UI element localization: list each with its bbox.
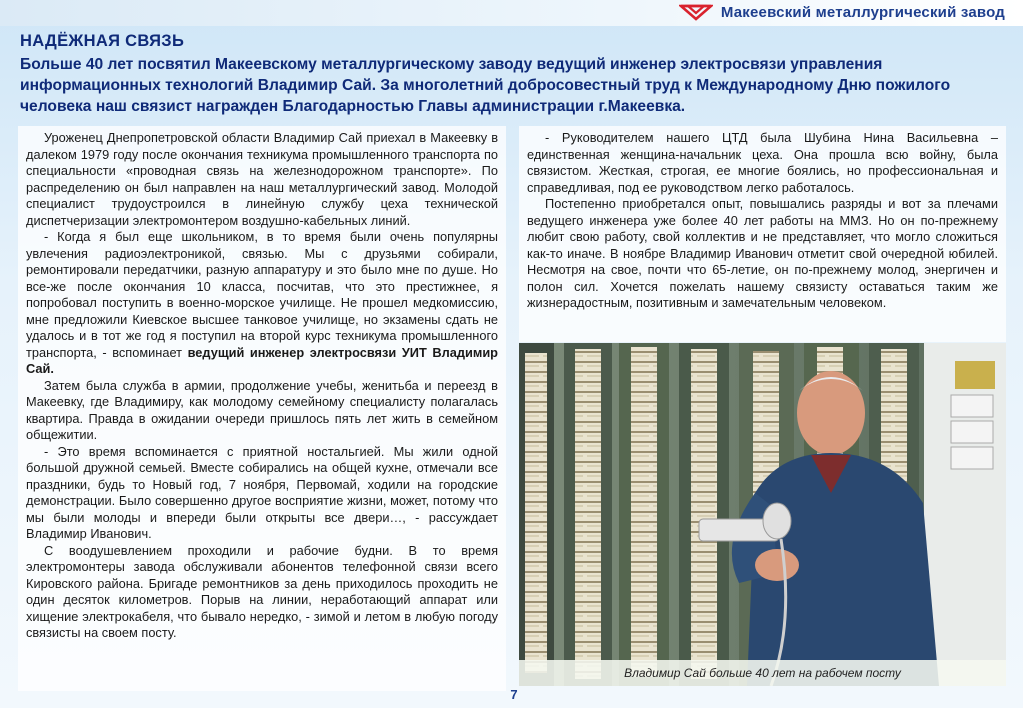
- brand: [679, 3, 1005, 21]
- paragraph: - Это время вспоминается с приятной ностальгией. Мы жили одной большой дружной семьей. Вместе собирались на общей кухне, отмечали все праздники, будь то Новый год, 7 ноября, Первомай, ходили на городские демонстрации. Было совершенно другое восприятие жизни, может, потому что мы были молоды и впереди были открыты все двери…, - рассуждает Владимир Иванович.: [26, 443, 498, 541]
- right-column: [519, 126, 1006, 342]
- company-logo-icon: [679, 3, 713, 21]
- page-number: 7: [510, 687, 518, 702]
- paragraph: [26, 229, 498, 378]
- article-lead: Больше 40 лет посвятил Макеевскому металлургическому заводу ведущий инженер электросвязи управления информационных технологий Владимир Сай. За многолетний добросовестный труд к Международному Дню пожилого человека наш связист награжден Благодарностью Главы администрации г.Макеевка.: [20, 56, 951, 115]
- brand-name: Макеевский металлургический завод: [720, 3, 1005, 21]
- paragraph: Затем была служба в армии, продолжение учебы, женитьба и переезд в Макеевку, где Владимиру, как молодому семейному специалисту полагалась квартира. Правда в ожидании очереди пришлось пять лет жить в семейном общежитии.: [26, 377, 498, 442]
- photo-caption: Владимир Сай больше 40 лет на рабочем посту: [624, 666, 901, 680]
- paragraph: Уроженец Днепропетровской области Владимир Сай приехал в Макеевку в далеком 1979 году после окончания техникума промышленного транспорта по специальности «проводная связь на железнодорожном транспорте». По распределению он был направлен на наш металлургический завод. Молодой специалист трудоустроился в линейную службу цеха технической диспетчеризации электромонтером воздушно-кабельных линий.: [26, 130, 498, 228]
- paragraph: С воодушевлением проходили и рабочие будни. В то время электромонтеры завода обслуживали абонентов телефонной связи всего Кировского района. Бригаде ремонтников за день приходилось проходить не один десяток километров. Порыв на линии, неработающий аппарат или хищение электрокабеля, что бывало нередко, - зимой и летом в любую погоду связисты на своем посту.: [26, 542, 498, 640]
- photo-illustration: [519, 343, 1006, 686]
- paragraph: Постепенно приобретался опыт, повышались разряды и вот за плечами ведущего инженера уже более 40 лет работы на ММЗ. Но он по-прежнему любит свою работу, свой коллектив и не представляет, что могло сложиться как-то иначе. В ноябре Владимир Иванович отметит свой очередной юбилей. Несмотря на свое, почти что 65-летие, он по-прежнему молод, энергичен и полон сил. Хочется пожелать нашему связисту оставаться таким же жизнерадостным, позитивным и замечательным человеком.: [527, 196, 998, 310]
- article-photo: [519, 343, 1006, 686]
- paragraph-text: - Когда я был еще школьником, в то время были очень популярны увлечения радиоэлектроникой, связью. Мы с друзьями собирали, ремонтировали передатчики, разную аппаратуру и это было мне по душе. Но все-же после окончания 10 класса, посчитав, что это престижнее, я попробовал поступить в военно-морское училище. Не прошел медкомиссию, мне предложили Киевское высшее танковое училище, но экзамены сдать не удалось и в тот же год я поступил на второй курс техникума промышленного транспорта, - вспоминает: [26, 229, 498, 360]
- paragraph-bold: ведущий инженер электросвязи УИТ Владимир Сай.: [26, 344, 499, 376]
- left-column: [18, 126, 506, 691]
- article-heading: НАДЁЖНАЯ СВЯЗЬ: [20, 32, 185, 50]
- paragraph: - Руководителем нашего ЦТД была Шубина Нина Васильевна – единственная женщина-начальник цеха. Она прошла всю войну, была связистом. Жесткая, строгая, ее многие боялись, но профессиональная и справедливая, под ее руководством легко работалось.: [527, 130, 998, 195]
